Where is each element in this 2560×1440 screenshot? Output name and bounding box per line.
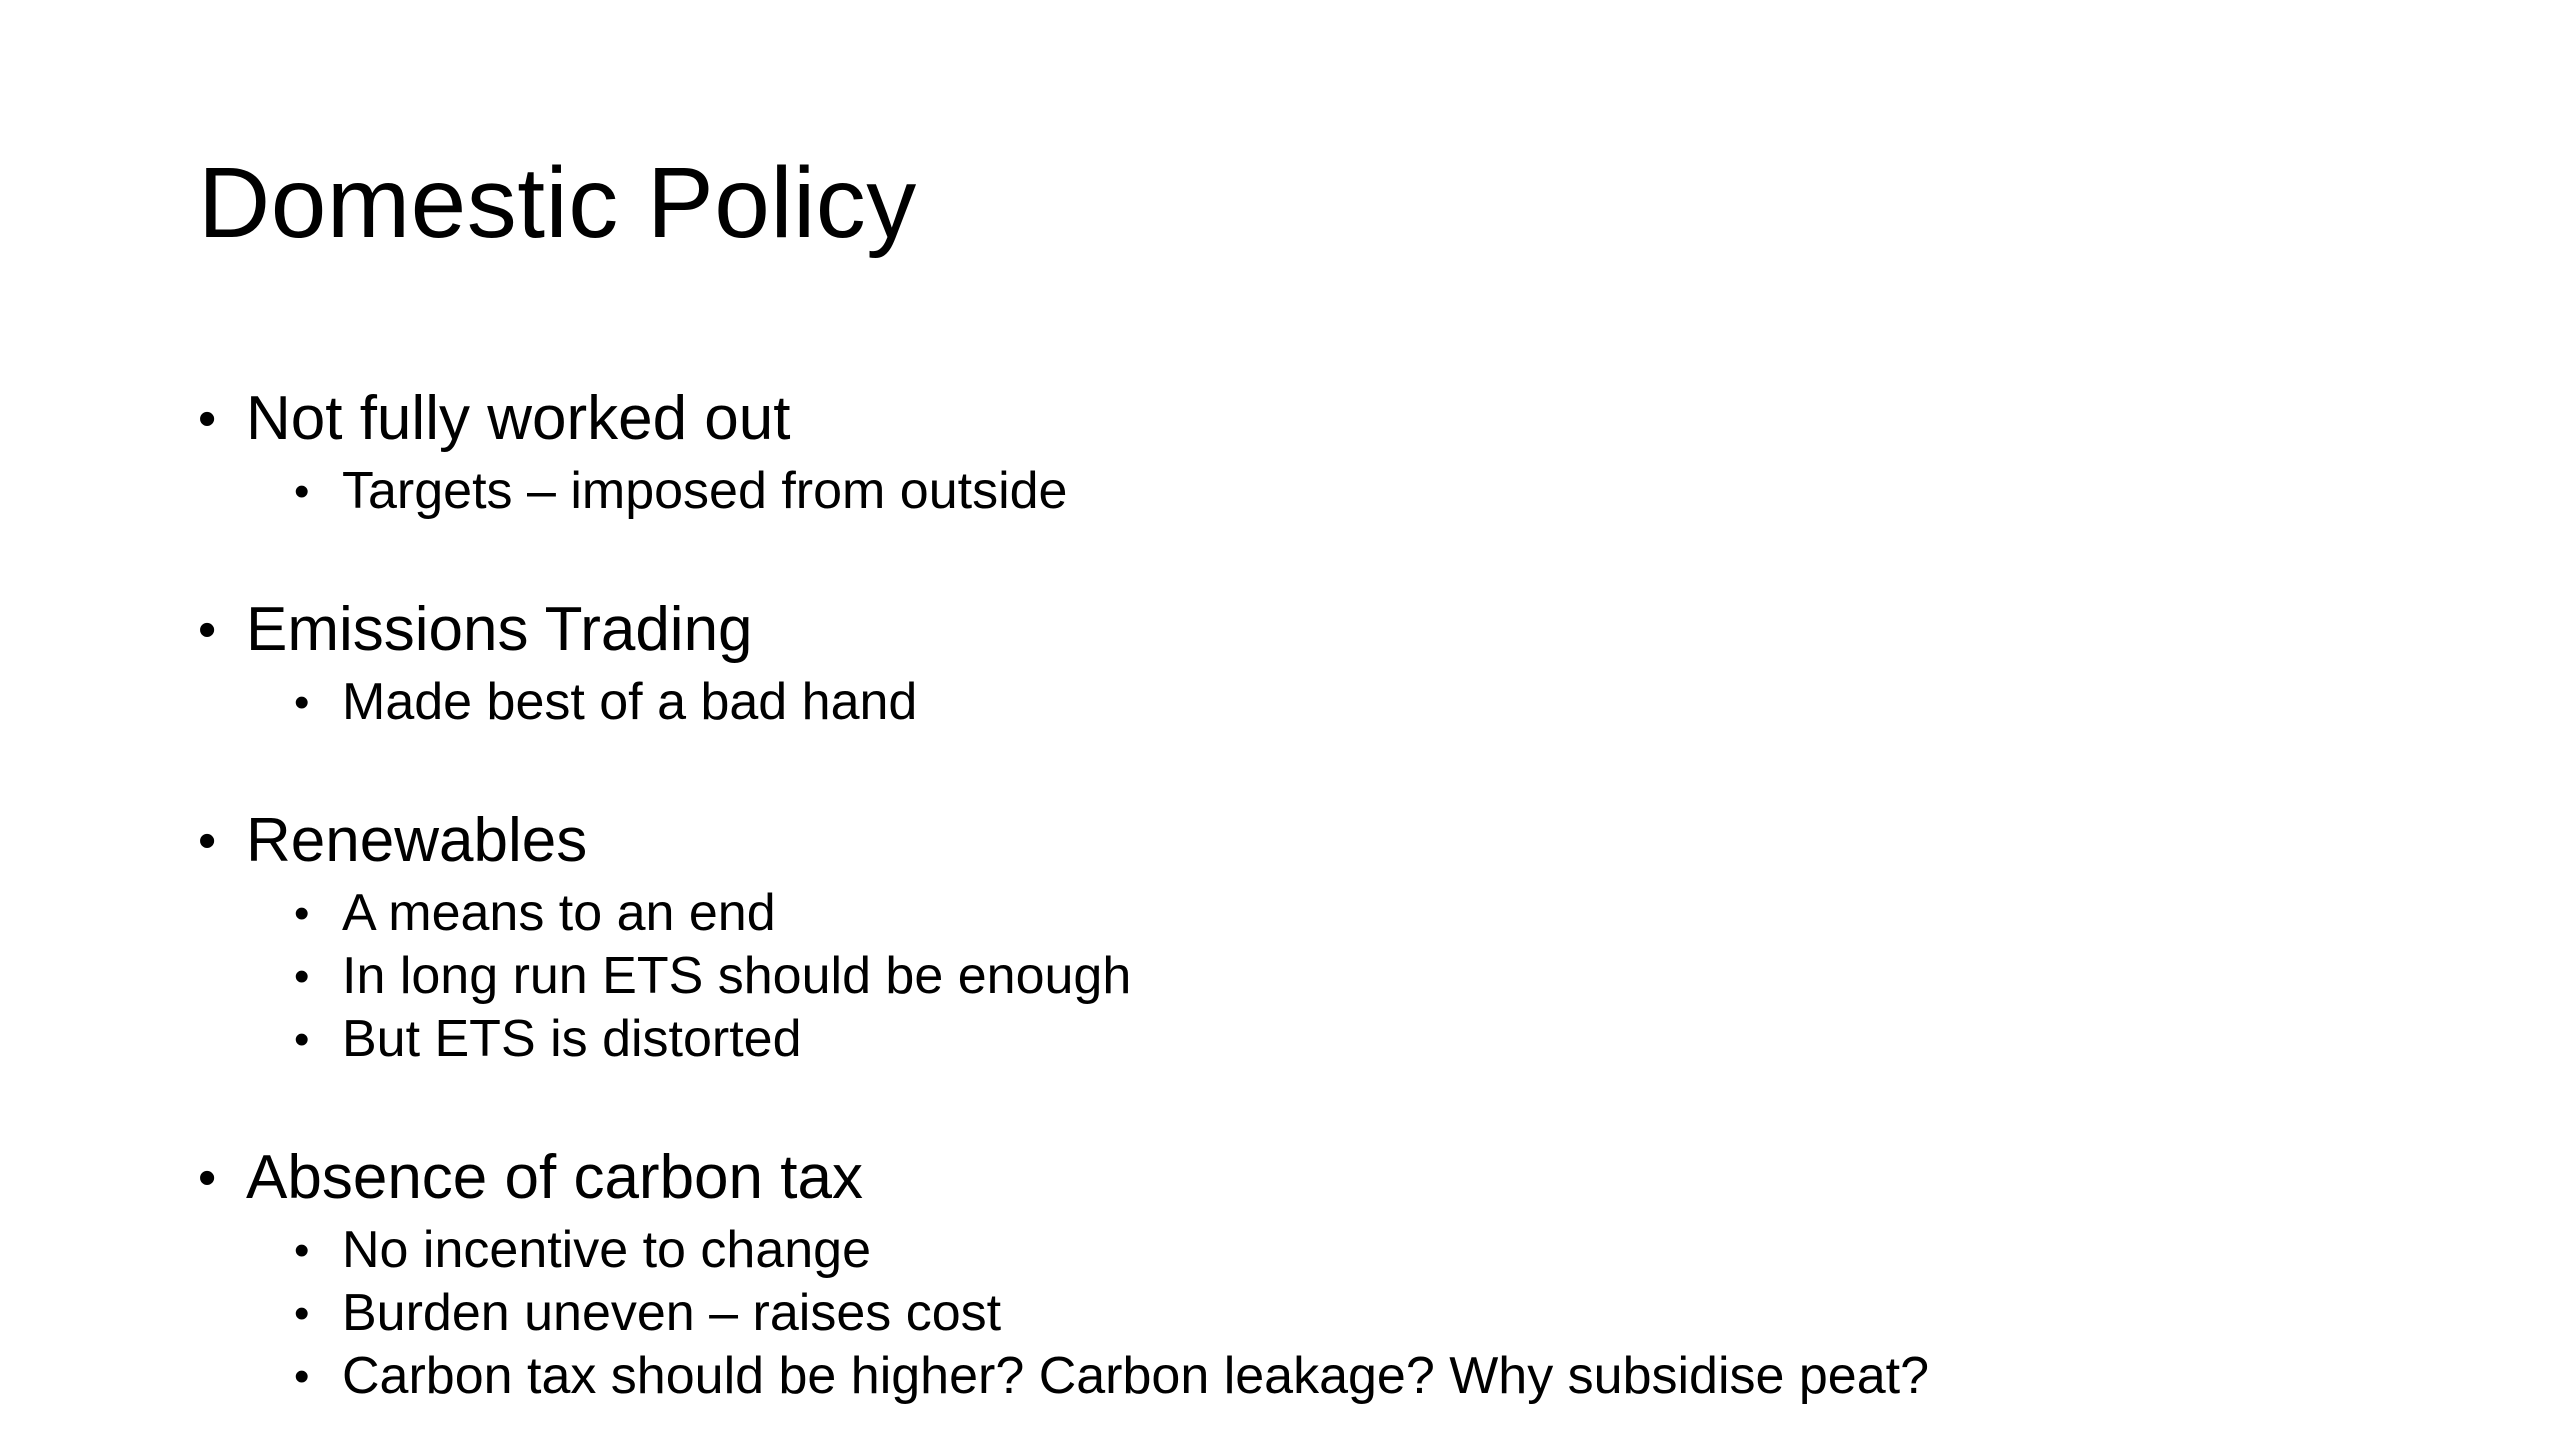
sub-bullet-item — [198, 1219, 2398, 1282]
sub-bullet-text: In long run ETS should be enough — [342, 947, 1132, 1005]
sub-bullet-item — [198, 671, 2398, 734]
sub-bullet-item — [198, 460, 2398, 523]
bullet-item — [198, 800, 2398, 882]
sub-bullet-item — [198, 1345, 2398, 1408]
bullet-icon: • — [198, 601, 217, 659]
bullet-icon: • — [198, 390, 217, 448]
sub-bullet-icon: • — [294, 1015, 310, 1064]
sub-bullet-text: Carbon tax should be higher? Carbon leakage? Why subsidise peat? — [342, 1347, 1930, 1405]
sub-bullet-item — [198, 882, 2398, 945]
bullet-list — [198, 378, 2398, 1408]
bullet-item — [198, 589, 2398, 671]
sub-bullet-item — [198, 945, 2398, 1008]
sub-bullet-text: But ETS is distorted — [342, 1010, 802, 1068]
sub-bullet-text: Targets – imposed from outside — [342, 462, 1068, 520]
sub-bullet-icon: • — [294, 1289, 310, 1338]
bullet-item — [198, 378, 2398, 460]
bullet-item — [198, 1137, 2398, 1219]
sub-bullet-icon: • — [294, 467, 310, 516]
sub-bullet-text: Burden uneven – raises cost — [342, 1284, 1002, 1342]
sub-bullet-icon: • — [294, 889, 310, 938]
sub-bullet-icon: • — [294, 1226, 310, 1275]
bullet-text: Emissions Trading — [246, 595, 753, 664]
bullet-icon: • — [198, 812, 217, 870]
sub-bullet-icon: • — [294, 1352, 310, 1401]
sub-bullet-text: Made best of a bad hand — [342, 673, 918, 731]
bullet-text: Renewables — [246, 806, 588, 875]
bullet-text: Absence of carbon tax — [246, 1143, 863, 1212]
sub-bullet-text: No incentive to change — [342, 1221, 872, 1279]
bullet-text: Not fully worked out — [246, 384, 791, 453]
bullet-icon: • — [198, 1149, 217, 1207]
sub-bullet-icon: • — [294, 678, 310, 727]
sub-bullet-icon: • — [294, 952, 310, 1001]
sub-bullet-text: A means to an end — [342, 884, 776, 942]
sub-bullet-item — [198, 1008, 2398, 1071]
slide-title: Domestic Policy — [198, 147, 917, 259]
sub-bullet-item — [198, 1282, 2398, 1345]
